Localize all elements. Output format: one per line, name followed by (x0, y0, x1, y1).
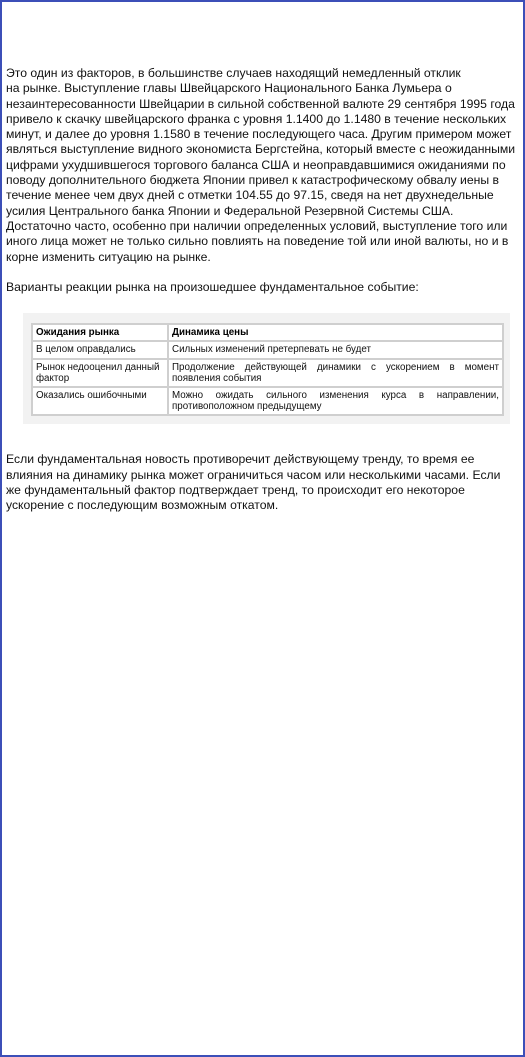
table-row (33, 360, 502, 386)
table-header-row (33, 325, 502, 340)
table-cell: В целом оправдались (33, 342, 167, 357)
table-cell: Оказались ошибочными (33, 388, 167, 414)
table-row (33, 342, 502, 357)
intro-first-line: Это один из факторов, в большинстве случаев находящий немедленный отклик (6, 66, 461, 80)
intro-text: на рынке. Выступление главы Швейцарского Национального Банка Лумьера о незаинтересованности Швейцарии в сильной собственной валюте 29 сентября 1995 года привело к скачку швейцарского франка с уровня 1.1400 до 1.1480 в течение нескольких минут, и далее до уровня 1.1580 в течение последующего часа. Другим примером может являться выступление видного экономиста Бергстейна, который вместе с неожиданными цифрами ухудшившегося торгового баланса США и неоправдавшимися ожиданиями по поводу дополнительного бюджета Японии привел к катастрофическому обвалу иены в течение менее чем двух дней с отметки 104.55 до 97.15, сведя на нет двухнедельные усилия Центрального банка Японии и Федеральной Резервной Системы США. Достаточно часто, особенно при наличии определенных условий, выступление того или иного лица может не только сильно повлиять на поведение той или иной валюты, но и в корне изменить ситуацию на рынке. (6, 81, 516, 264)
reaction-table-panel (23, 313, 510, 424)
article-body (6, 66, 518, 529)
table-header-dynamics: Динамика цены (169, 325, 502, 340)
reaction-table (31, 323, 504, 416)
variants-heading: Варианты реакции рынка на произошедшее фундаментальное событие: (6, 279, 419, 294)
table-cell: Рынок недооценил данный фактор (33, 360, 167, 386)
table-cell: Сильных изменений претерпевать не будет (169, 342, 502, 357)
table-cell: Можно ожидать сильного изменения курса в направлении, противоположном предыдущему (169, 388, 502, 414)
table-cell: Продолжение действующей динамики с ускорением в момент появления события (169, 360, 502, 386)
table-row (33, 388, 502, 414)
closing-paragraph: Если фундаментальная новость противоречит действующему тренду, то время ее влияния на динамику рынка может ограничиться часом или несколькими часами. Если же фундаментальный фактор подтверждает тренд, то происходит его некоторое ускорение с последующим возможным откатом. (6, 452, 501, 513)
intro-paragraph (6, 66, 518, 265)
table-header-expectations: Ожидания рынка (33, 325, 167, 340)
